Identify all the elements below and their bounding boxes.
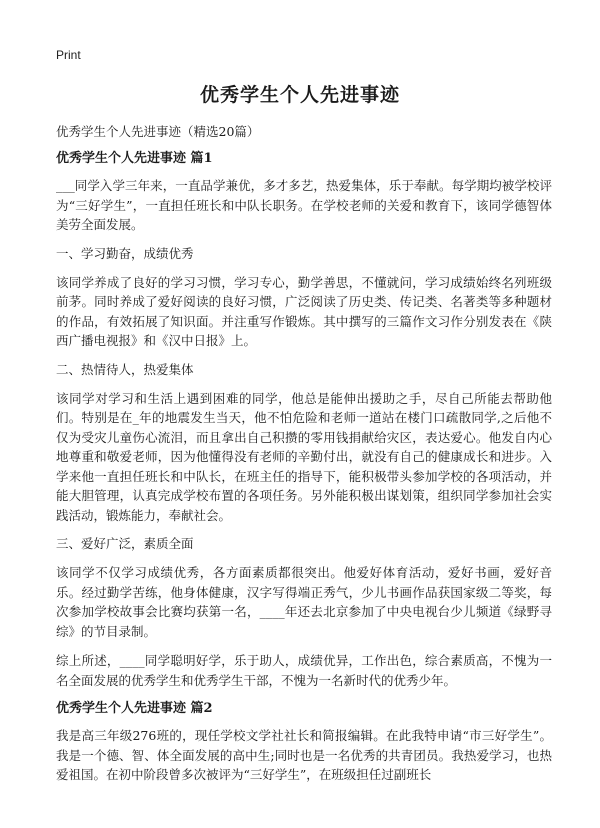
section-heading: 优秀学生个人先进事迹 篇1 (56, 151, 213, 166)
paragraph: 我是高三年级276班的，现任学校文学社社长和简报编辑。在此我特申请“市三好学生”。我是一个德、智、体全面发展的高中生;同时也是一名优秀的共青团员。我热爱学习，也热爱祖国。在初中阶段曾多次被评为“三好学生”，在班级担任过副班长 (56, 728, 552, 782)
page-title: 优秀学生个人先进事迹 (199, 84, 400, 106)
paragraph: ___同学入学三年来，一直品学兼优，多才多艺，热爱集体，乐于奉献。每学期均被学校评为“三好学生”，一直担任班长和中队长职务。在学校老师的关爱和教育下，该同学德智体美劳全面发展。 (56, 178, 552, 232)
document-body (56, 150, 552, 795)
subheading: 二、热情待人，热爱集体 (56, 361, 194, 377)
subheading: 一、学习勤奋，成绩优秀 (56, 245, 194, 261)
paragraph: 综上所述，____同学聪明好学，乐于助人，成绩优异，工作出色，综合素质高，不愧为一名全面发展的优秀学生和优秀学生干部，不愧为一名新时代的优秀少年。 (56, 653, 552, 688)
section-heading: 优秀学生个人先进事迹 篇2 (56, 701, 213, 716)
print-link[interactable]: Print (56, 48, 81, 62)
paragraph: 该同学不仅学习成绩优秀，各方面素质都很突出。他爱好体育活动，爱好书画，爱好音乐。经过勤学苦练，他身体健康，汉字写得端正秀气，少儿书画作品获国家级二等奖，每次参加学校故事会比赛均获第一名，____年还去北京参加了中央电视台少儿频道《绿野寻综》的节目录制。 (56, 565, 552, 639)
document-subtitle: 优秀学生个人先进事迹（精选20篇） (56, 124, 260, 139)
paragraph: 该同学养成了良好的学习习惯，学习专心，勤学善思，不懂就问，学习成绩始终名列班级前茅。同时养成了爱好阅读的良好习惯，广泛阅读了历史类、传记类、名著类等多种题材的作品，有效拓展了知识面。并注重写作锻炼。其中撰写的三篇作文习作分别发表在《陕西广播电视报》和《汉中日报》上。 (56, 274, 552, 348)
subheading: 三、爱好广泛，素质全面 (56, 536, 194, 551)
paragraph: 该同学对学习和生活上遇到困难的同学，他总是能伸出援助之手，尽自己所能去帮助他们。特别是在_年的地震发生当天，他不怕危险和老师一道站在楼门口疏散同学,之后他不仅为受灾儿童伤心流泪，而且拿出自己积攒的零用钱捐献给灾区，表达爱心。他发自内心地尊重和敬爱老师，因为他懂得没有老师的辛勤付出，就没有自己的健康成长和进步。入学来他一直担任班长和中队长，在班主任的指导下，能积极带头参加学校的各项活动，并能大胆管理，认真完成学校布置的各项任务。另外能积极出谋划策，组织同学参加社会实践活动，锻炼能力，奉献社会。 (56, 390, 552, 523)
